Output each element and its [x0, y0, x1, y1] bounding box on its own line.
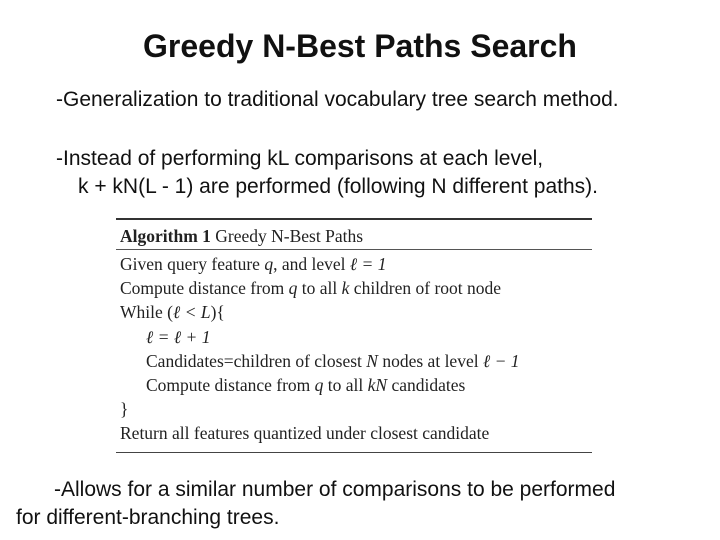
algo-text: ){ — [210, 302, 225, 323]
algorithm-box — [116, 218, 592, 453]
algo-math: q — [264, 254, 274, 274]
algo-math: ℓ − 1 — [482, 350, 520, 371]
algo-math: ℓ = ℓ + 1 — [146, 326, 211, 347]
algorithm-line-2 — [120, 276, 588, 300]
algo-text: } — [120, 399, 129, 420]
algo-math: k — [341, 278, 350, 299]
algo-math: q — [314, 375, 324, 396]
bullet-similar-line2: for different-branching trees. — [16, 506, 280, 529]
algorithm-header — [116, 220, 592, 249]
algorithm-body — [116, 250, 592, 450]
bullet-comparisons — [56, 145, 598, 201]
algorithm-line-1 — [120, 252, 588, 276]
algo-text: While ( — [120, 302, 173, 323]
bullet-comparisons-line2: k + kN(L - 1) are performed (following N different paths). — [78, 175, 598, 198]
algo-text: to all — [323, 375, 368, 396]
slide-title: Greedy N-Best Paths Search — [143, 28, 577, 64]
algo-text: to all — [297, 278, 342, 299]
bullet-similar-line1: -Allows for a similar number of comparisons to be performed — [54, 478, 616, 501]
algo-text: Return all features quantized under closest candidate — [120, 423, 490, 444]
algorithm-label: Algorithm 1 — [120, 226, 211, 246]
algo-text: Given query feature — [120, 254, 265, 274]
algo-math: N — [366, 350, 378, 371]
bullet-similar-comparisons — [16, 476, 615, 532]
algo-math: kN — [367, 375, 388, 396]
algo-text: Compute distance from — [146, 375, 315, 396]
bullet-generalization: -Generalization to traditional vocabulary tree search method. — [56, 88, 619, 111]
bullet-comparisons-line1: -Instead of performing kL comparisons at each level, — [56, 147, 544, 170]
algorithm-line-6 — [120, 373, 588, 397]
algo-math: q — [288, 278, 298, 299]
algo-text: nodes at level — [377, 350, 483, 371]
algorithm-line-4 — [120, 325, 588, 349]
algo-text: , and level — [273, 254, 350, 274]
algorithm-name: Greedy N-Best Paths — [215, 226, 364, 246]
algo-text: Compute distance from — [120, 278, 289, 299]
algorithm-line-7 — [120, 397, 588, 421]
algorithm-line-3 — [120, 300, 588, 324]
algo-text: Candidates=children of closest — [146, 350, 367, 371]
algorithm-line-8 — [120, 421, 588, 445]
algo-text: children of root node — [349, 278, 502, 299]
algorithm-bottom-rule — [116, 452, 592, 453]
algo-math: ℓ < L — [172, 302, 211, 323]
algorithm-line-5 — [120, 349, 588, 373]
algo-text: candidates — [387, 375, 466, 396]
algo-math: ℓ = 1 — [349, 254, 387, 274]
